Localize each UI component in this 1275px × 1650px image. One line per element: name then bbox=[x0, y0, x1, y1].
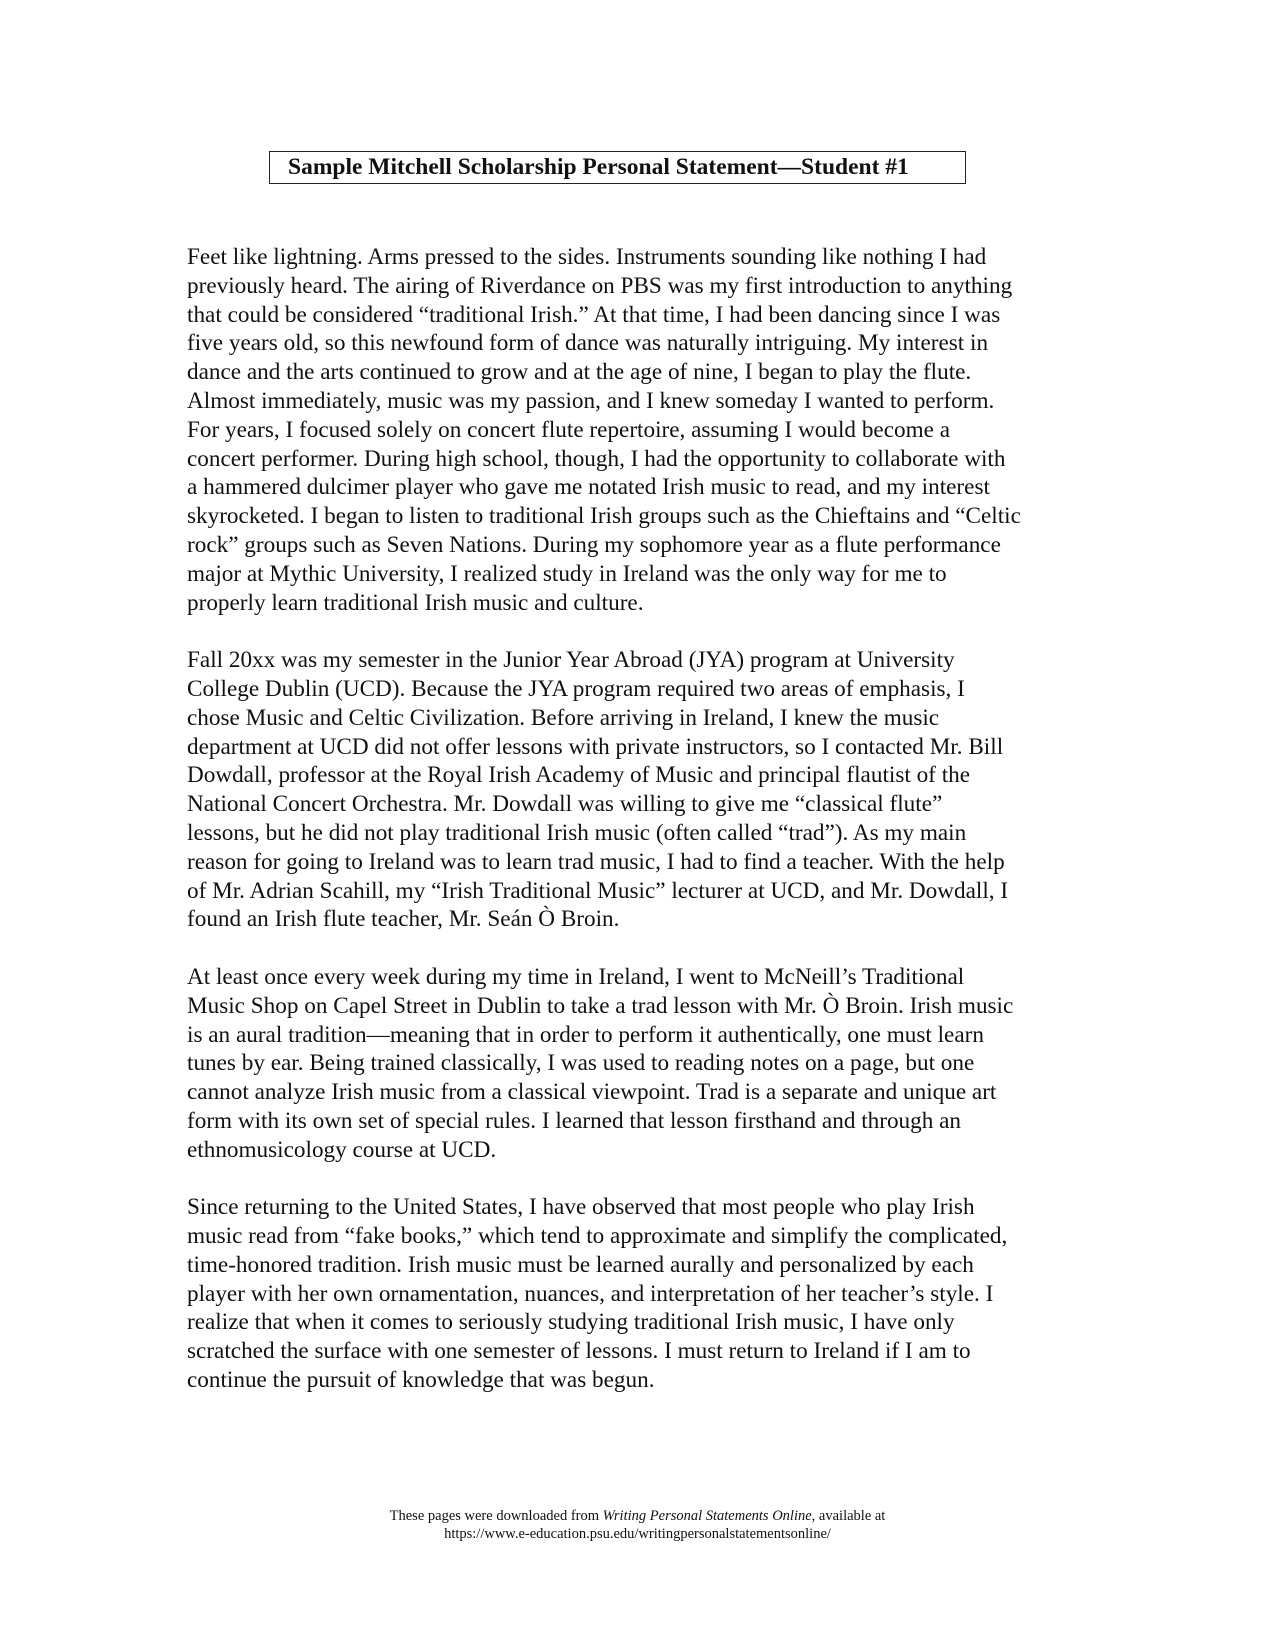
text-line: continue the pursuit of knowledge that was begun. bbox=[187, 1367, 655, 1394]
text-line: At least once every week during my time in Ireland, I went to McNeill’s Traditional bbox=[187, 963, 965, 990]
text-line: that could be considered “traditional Irish.” At that time, I had been dancing since I was bbox=[187, 301, 1001, 328]
paragraph-1 bbox=[187, 243, 1107, 617]
text-line: Dowdall, professor at the Royal Irish Academy of Music and principal flautist of the bbox=[187, 762, 971, 789]
footer-source-title: Writing Personal Statements Online bbox=[602, 1508, 812, 1524]
text-line: ethnomusicology course at UCD. bbox=[187, 1136, 497, 1163]
statement-body bbox=[187, 243, 1107, 1424]
text-line: previously heard. The airing of Riverdance on PBS was my first introduction to anything bbox=[187, 272, 1013, 299]
text-line: Since returning to the United States, I have observed that most people who play Irish bbox=[187, 1194, 975, 1221]
text-line: lessons, but he did not play traditional Irish music (often called “trad”). As my main bbox=[187, 819, 967, 846]
text-line: found an Irish flute teacher, Mr. Seán Ò Broin. bbox=[187, 906, 620, 933]
paragraph-2 bbox=[187, 646, 1107, 934]
text-line: Music Shop on Capel Street in Dublin to take a trad lesson with Mr. Ò Broin. Irish music bbox=[187, 992, 1014, 1019]
text-line: reason for going to Ireland was to learn trad music, I had to find a teacher. With the help bbox=[187, 848, 1005, 875]
page-title: Sample Mitchell Scholarship Personal Statement—Student #1 bbox=[269, 151, 966, 184]
footer-suffix: , available at bbox=[811, 1508, 886, 1524]
text-line: National Concert Orchestra. Mr. Dowdall was willing to give me “classical flute” bbox=[187, 791, 943, 818]
text-line: properly learn traditional Irish music and culture. bbox=[187, 589, 644, 616]
text-line: time-honored tradition. Irish music must be learned aurally and personalized by each bbox=[187, 1251, 974, 1278]
text-line: Fall 20xx was my semester in the Junior Year Abroad (JYA) program at University bbox=[187, 647, 955, 674]
text-line: five years old, so this newfound form of dance was naturally intriguing. My interest in bbox=[187, 330, 989, 357]
footer-prefix: These pages were downloaded from bbox=[389, 1508, 603, 1524]
paragraph-3 bbox=[187, 963, 1107, 1165]
text-line: tunes by ear. Being trained classically, I was used to reading notes on a page, but one bbox=[187, 1050, 975, 1077]
text-line: form with its own set of special rules. I learned that lesson firsthand and through an bbox=[187, 1107, 962, 1134]
text-line: College Dublin (UCD). Because the JYA program required two areas of emphasis, I bbox=[187, 675, 965, 702]
text-line: concert performer. During high school, though, I had the opportunity to collaborate with bbox=[187, 445, 1006, 472]
text-line: realize that when it comes to seriously studying traditional Irish music, I have only bbox=[187, 1309, 955, 1336]
text-line: chose Music and Celtic Civilization. Before arriving in Ireland, I knew the music bbox=[187, 704, 940, 731]
text-line: player with her own ornamentation, nuances, and interpretation of her teacher’s style. I bbox=[187, 1280, 994, 1307]
text-line: rock” groups such as Seven Nations. During my sophomore year as a flute performance bbox=[187, 531, 1001, 558]
text-line: major at Mythic University, I realized study in Ireland was the only way for me to bbox=[187, 560, 947, 587]
text-line: scratched the surface with one semester of lessons. I must return to Ireland if I am to bbox=[187, 1338, 971, 1365]
footer-url: https://www.e-education.psu.edu/writingpersonalstatementsonline/ bbox=[444, 1526, 831, 1542]
paragraph-4 bbox=[187, 1193, 1107, 1395]
text-line: Feet like lightning. Arms pressed to the sides. Instruments sounding like nothing I had bbox=[187, 244, 987, 270]
text-line: skyrocketed. I began to listen to traditional Irish groups such as the Chieftains and “Celtic bbox=[187, 503, 1021, 530]
text-line: is an aural tradition—meaning that in order to perform it authentically, one must learn bbox=[187, 1021, 984, 1048]
text-line: music read from “fake books,” which tend to approximate and simplify the complicated, bbox=[187, 1223, 1008, 1250]
text-line: cannot analyze Irish music from a classical viewpoint. Trad is a separate and unique art bbox=[187, 1079, 997, 1106]
text-line: a hammered dulcimer player who gave me notated Irish music to read, and my interest bbox=[187, 474, 990, 501]
text-line: Almost immediately, music was my passion, and I knew someday I wanted to perform. bbox=[187, 387, 995, 414]
text-line: of Mr. Adrian Scahill, my “Irish Traditional Music” lecturer at UCD, and Mr. Dowdall, I bbox=[187, 877, 1009, 904]
page-footer bbox=[0, 1507, 1275, 1543]
text-line: dance and the arts continued to grow and at the age of nine, I began to play the flute. bbox=[187, 359, 972, 386]
text-line: For years, I focused solely on concert flute repertoire, assuming I would become a bbox=[187, 416, 951, 443]
footer-source-line bbox=[0, 1507, 1275, 1525]
text-line: department at UCD did not offer lessons with private instructors, so I contacted Mr. Bill bbox=[187, 733, 1004, 760]
